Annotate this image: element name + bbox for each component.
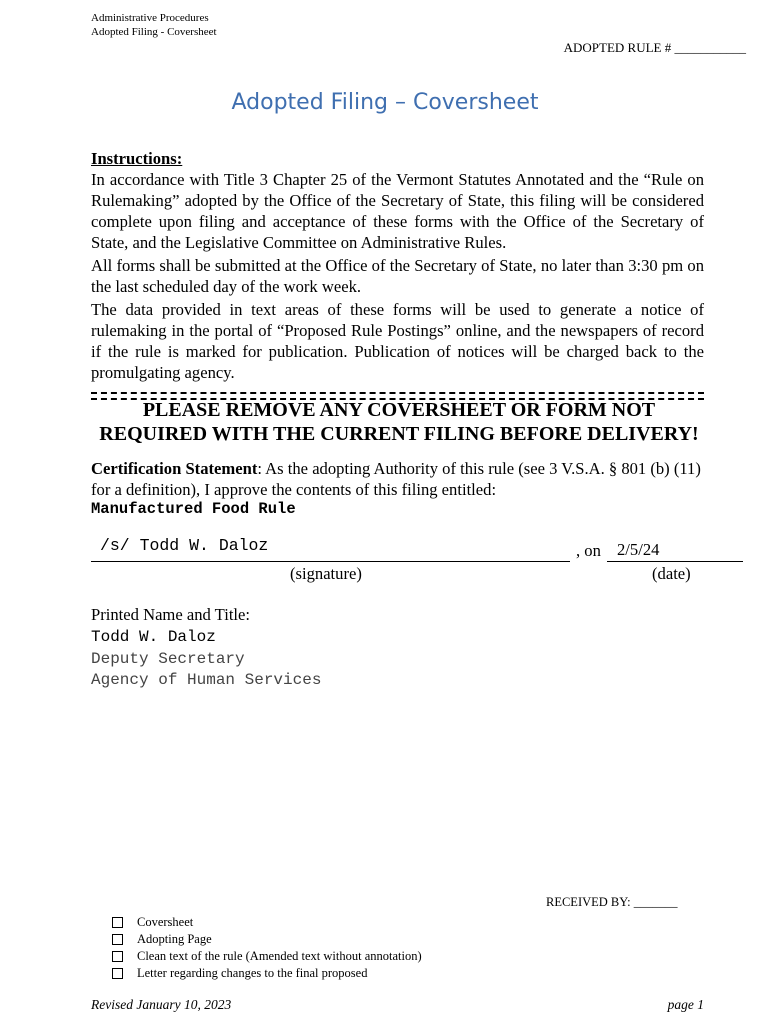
signature-value: /s/ Todd W. Daloz (100, 536, 269, 555)
checkbox[interactable] (112, 951, 123, 962)
notice-line-2: REQUIRED WITH THE CURRENT FILING BEFORE DELIVERY! (99, 423, 699, 445)
checklist-item (112, 914, 422, 931)
rule-title: Manufactured Food Rule (91, 500, 296, 518)
certification-statement (91, 458, 704, 500)
instructions-paragraph-1: In accordance with Title 3 Chapter 25 of the Vermont Statutes Annotated and the “Rule on Rulemaking” adopted by the Office of the Secretary of State, this filing will be considered complete upon filing and acceptance of these forms with the Office of the Secretary of State, and the Legislative Committee on Administrative Rules. (91, 170, 704, 252)
instructions-paragraph-3: The data provided in text areas of these forms will be used to generate a notice of rulemaking in the portal of “Proposed Rule Postings” online, and the newspapers of record if the rule is marked for publication. Publication of notices will be charged back to the promulgating agency. (91, 300, 704, 382)
page-title: Adopted Filing – Coversheet (231, 90, 539, 115)
document-header (91, 11, 217, 39)
checklist-item (112, 965, 422, 982)
signature-date: 2/5/24 (617, 540, 660, 559)
checkbox[interactable] (112, 917, 123, 928)
adopted-rule-number: ADOPTED RULE # ___________ (563, 40, 746, 55)
instructions-paragraph-2: All forms shall be submitted at the Office of the Secretary of State, no later than 3:30 pm on the last scheduled day of the work week. (91, 256, 704, 296)
checklist-item (112, 931, 422, 948)
revision-date: Revised January 10, 2023 (91, 997, 232, 1012)
printed-agency: Agency of Human Services (91, 671, 322, 689)
instructions-heading: Instructions: (91, 149, 183, 168)
filing-checklist (112, 914, 422, 982)
signature-caption: (signature) (290, 564, 362, 583)
date-line (607, 561, 743, 562)
printed-name-label: Printed Name and Title: (91, 605, 251, 624)
printed-title: Deputy Secretary (91, 649, 245, 668)
received-by: RECEIVED BY: _______ (546, 895, 678, 909)
printed-name-block (91, 627, 321, 692)
certification-label: Certification Statement (91, 459, 258, 478)
checkbox[interactable] (112, 934, 123, 945)
certification-text: : As the adopting Authority of this rule (see 3 V.S.A. § 801 (b) (11) for a definition), I approve the contents of this filing entitled: (91, 459, 701, 499)
header-line-1: Administrative Procedures (91, 12, 209, 24)
checklist-label: Letter regarding changes to the final proposed (137, 966, 368, 980)
header-line-2: Adopted Filing - Coversheet (91, 26, 217, 38)
printed-name: Todd W. Daloz (91, 628, 216, 646)
removal-notice (78, 398, 720, 446)
signature-line (91, 561, 570, 562)
checkbox[interactable] (112, 968, 123, 979)
on-label: , on (576, 541, 601, 560)
checklist-label: Clean text of the rule (Amended text without annotation) (137, 949, 422, 963)
page-number: page 1 (667, 997, 704, 1012)
checklist-label: Coversheet (137, 915, 194, 929)
instructions-section (91, 148, 704, 385)
date-caption: (date) (652, 564, 691, 583)
notice-line-1: PLEASE REMOVE ANY COVERSHEET OR FORM NOT (142, 399, 656, 421)
checklist-label: Adopting Page (137, 932, 212, 946)
checklist-item (112, 948, 422, 965)
